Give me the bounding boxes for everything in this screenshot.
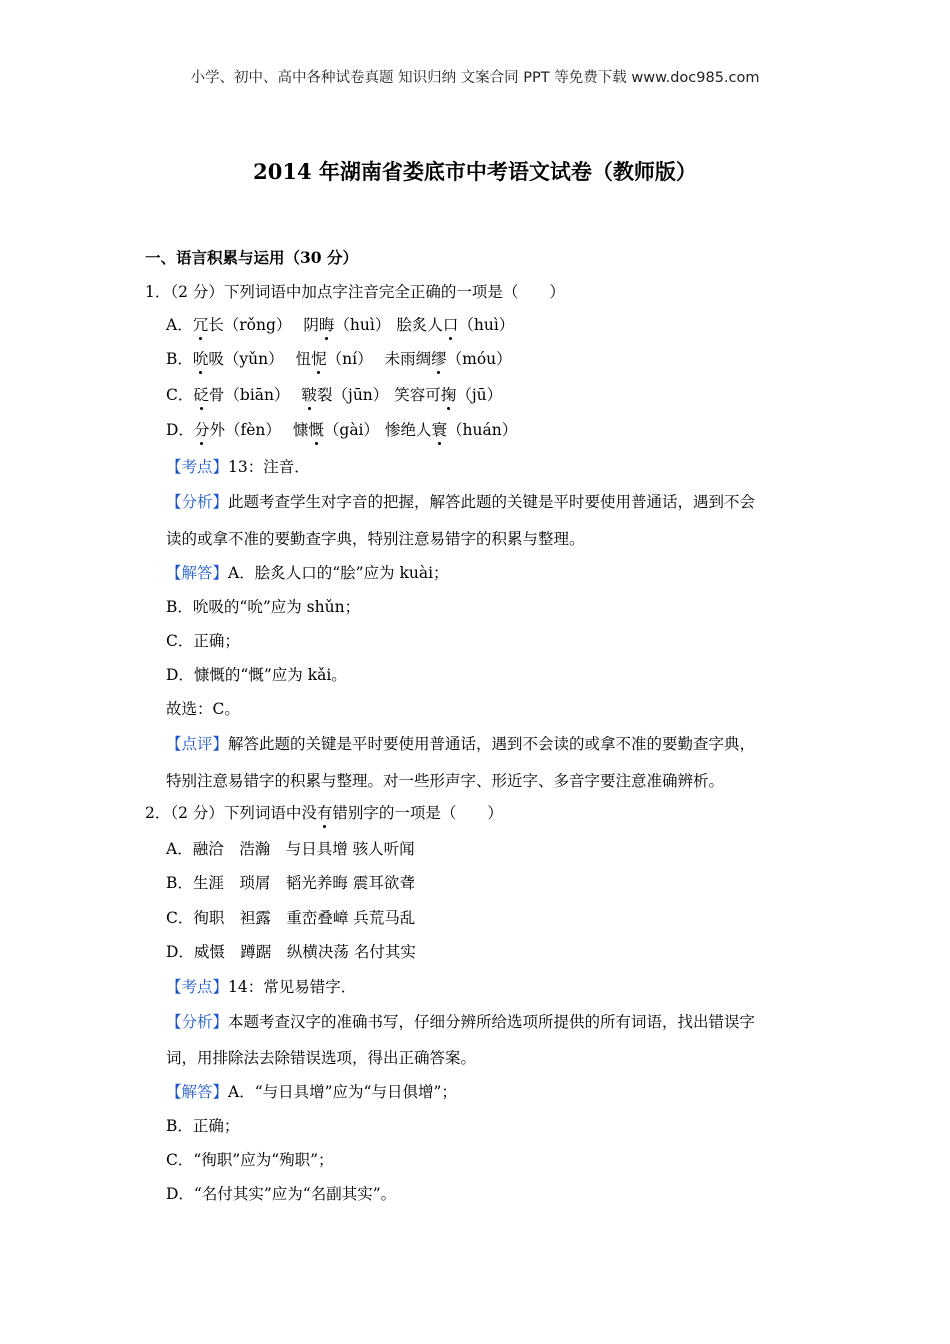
q1-option-c: C．砭骨（biān） 皲裂（jūn） 笑容可掬（jū）: [166, 383, 502, 405]
document-title: 2014 年湖南省娄底市中考语文试卷（教师版）: [253, 159, 697, 184]
q1-option-a: A．冗长（rǒng） 阴晦（huì） 脍炙人口（huì）: [166, 313, 514, 335]
q1-option-d: D．分外（fèn） 慷慨（gài） 惨绝人寰（huán）: [166, 418, 517, 440]
q2-fenxi-cont: 词，用排除法去除错误选项，得出正确答案。: [166, 1049, 477, 1067]
page-header: 小学、初中、高中各种试卷真题 知识归纳 文案合同 PPT 等免费下载 www.doc985.com: [190, 70, 760, 86]
dianping-tag: 【点评】: [166, 735, 229, 753]
q1-jieda-b: B．吮吸的“吮”应为 shǔn；: [166, 598, 361, 616]
q1-stem: 1．（2 分）下列词语中加点字注音完全正确的一项是（ ）: [145, 283, 565, 301]
kaodian-tag: 【考点】: [166, 458, 229, 476]
q2-jieda-d: D．“名付其实”应为“名副其实”。: [166, 1185, 397, 1203]
q2-option-c: C．徇职 袒露 重峦叠嶂 兵荒马乱: [166, 909, 416, 927]
q1-dianping: 【点评】解答此题的关键是平时要使用普通话，遇到不会读的或拿不准的要勤查字典，: [166, 735, 756, 753]
jieda-tag: 【解答】: [166, 1083, 229, 1101]
q1-kaodian: 【考点】13：注音．: [166, 458, 310, 476]
q2-fenxi: 【分析】本题考查汉字的准确书写，仔细分辨所给选项所提供的所有词语，找出错误字: [166, 1013, 756, 1031]
q2-option-b: B．生涯 琐屑 韬光养晦 震耳欲聋: [166, 874, 415, 892]
q2-option-d: D．威慑 蹲踞 纵横决荡 名付其实: [166, 943, 416, 961]
q1-option-b: B．吮吸（yǔn） 忸怩（ní） 未雨绸缪（móu）: [166, 347, 512, 369]
q2-jieda-b: B．正确；: [166, 1117, 240, 1135]
q1-fenxi-cont: 读的或拿不准的要勤查字典，特别注意易错字的积累与整理。: [166, 530, 585, 548]
section-heading: 一、语言积累与运用（30 分）: [145, 248, 358, 267]
q1-answer: 故选：C。: [166, 700, 240, 718]
jieda-tag: 【解答】: [166, 564, 229, 582]
q1-dianping-cont: 特别注意易错字的积累与整理。对一些形声字、形近字、多音字要注意准确辨析。: [166, 772, 725, 790]
kaodian-tag: 【考点】: [166, 978, 229, 996]
q2-kaodian: 【考点】14：常见易错字．: [166, 978, 357, 996]
q1-fenxi: 【分析】此题考查学生对字音的把握，解答此题的关键是平时要使用普通话，遇到不会: [166, 493, 756, 511]
q2-option-a: A．融洽 浩瀚 与日具增 骇人听闻: [166, 840, 415, 858]
q1-jieda-c: C．正确；: [166, 632, 240, 650]
q1-jieda: 【解答】A．脍炙人口的“脍”应为 kuài；: [166, 564, 449, 582]
fenxi-tag: 【分析】: [166, 1013, 229, 1031]
q2-stem: 2．（2 分）下列词语中没有错别字的一项是（ ）: [145, 801, 503, 823]
fenxi-tag: 【分析】: [166, 493, 229, 511]
q2-jieda-c: C．“徇职”应为“殉职”；: [166, 1151, 334, 1169]
q2-jieda: 【解答】A．“与日具增”应为“与日俱增”；: [166, 1083, 457, 1101]
q1-jieda-d: D．慷慨的“慨”应为 kǎi。: [166, 666, 347, 684]
